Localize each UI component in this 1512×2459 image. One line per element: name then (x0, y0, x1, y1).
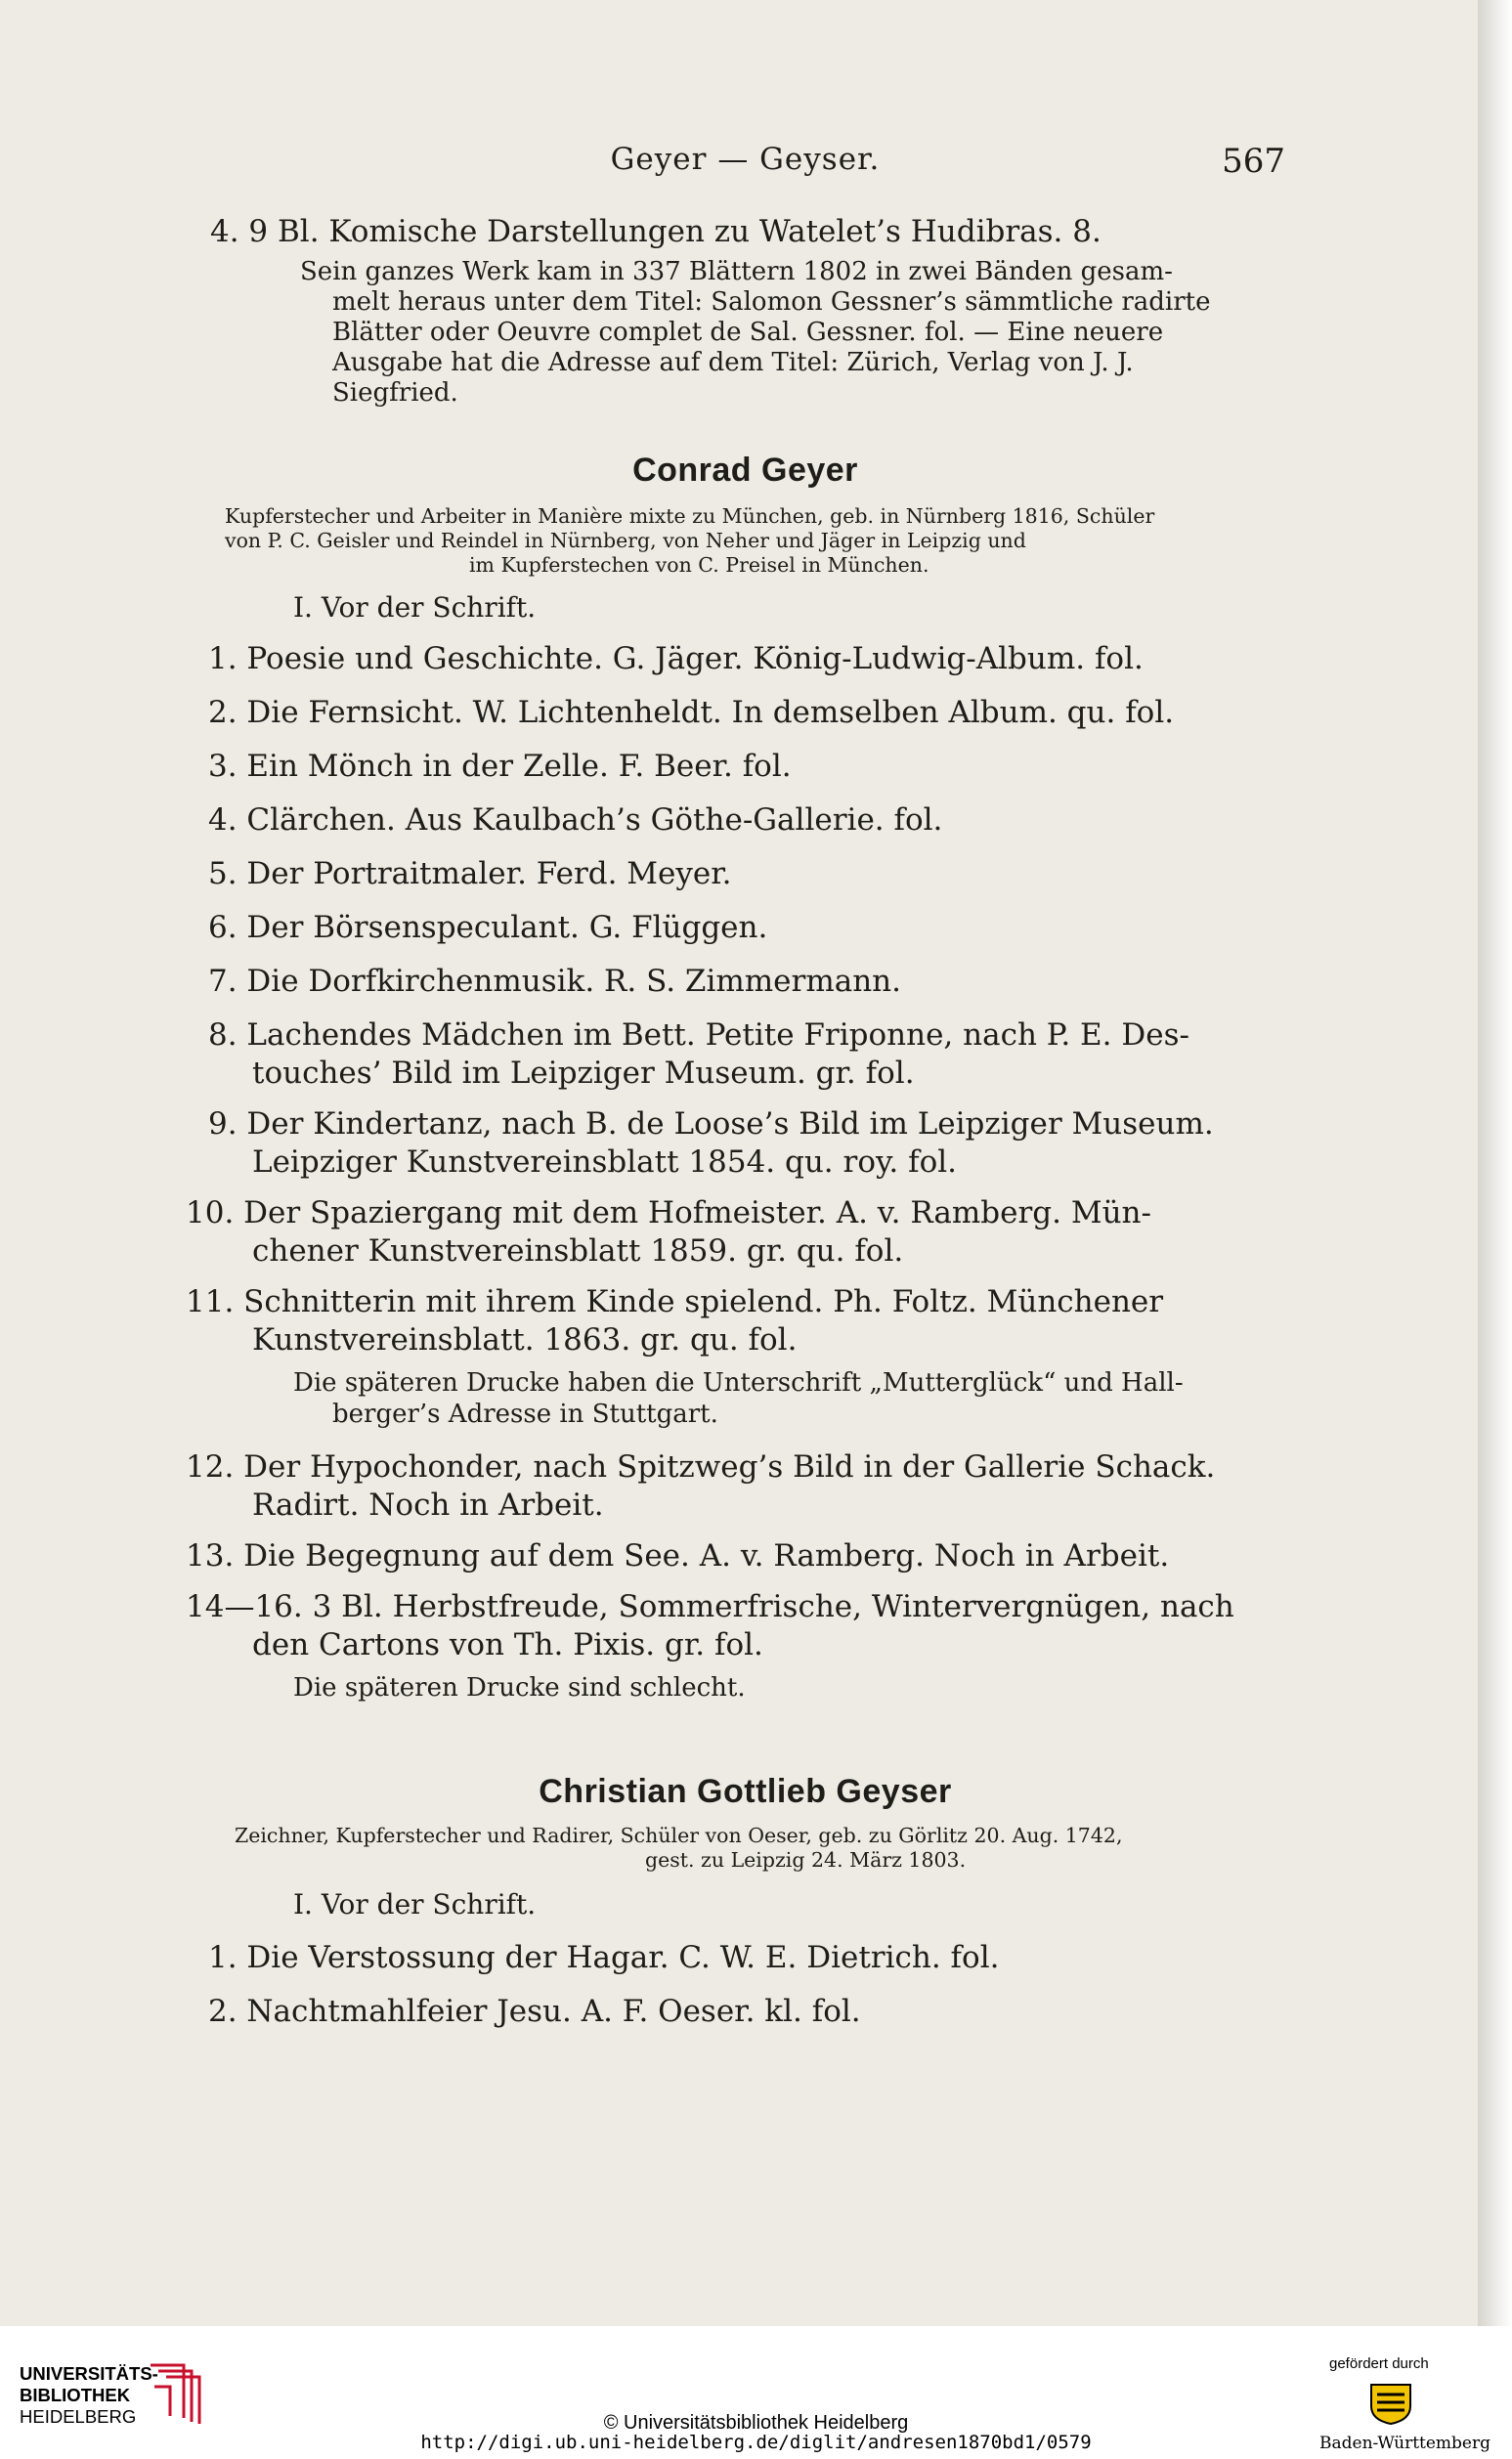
copyright-notice: © Universitätsbibliothek Heidelberg (603, 2412, 909, 2434)
funder-name: Baden-Württemberg (1319, 2434, 1490, 2453)
catalogue-entry: 2. Die Fernsicht. W. Lichtenheldt. In demselben Album. qu. fol. (208, 695, 1175, 730)
catalogue-entry: 1. Poesie und Geschichte. G. Jäger. König-Ludwig-Album. fol. (208, 641, 1144, 676)
state-heading: I. Vor der Schrift. (293, 591, 537, 624)
artist-bio-line: Kupferstecher und Arbeiter in Manière mixte zu München, geb. in Nürnberg 1816, Schüler (225, 504, 1155, 528)
intro-note-line: Blätter oder Oeuvre complet de Sal. Gessner. fol. — Eine neuere (332, 318, 1164, 347)
library-logo-line: HEIDELBERG (20, 2406, 137, 2427)
intro-note-line: Ausgabe hat die Adresse auf dem Titel: Zürich, Verlag von J. J. (332, 348, 1134, 377)
artist-bio-line: Zeichner, Kupferstecher und Radirer, Schüler von Oeser, geb. zu Görlitz 20. Aug. 1742, (235, 1824, 1123, 1847)
catalogue-note: berger’s Adresse in Stuttgart. (332, 1400, 718, 1429)
catalogue-entry: 7. Die Dorfkirchenmusik. R. S. Zimmermann. (208, 964, 902, 999)
catalogue-entry: 8. Lachendes Mädchen im Bett. Petite Friponne, nach P. E. Des- (208, 1017, 1189, 1053)
artist-heading-christian-gottlieb-geyser: Christian Gottlieb Geyser (539, 1773, 952, 1810)
source-url[interactable]: http://digi.ub.uni-heidelberg.de/diglit/andresen1870bd1/0579 (420, 2432, 1092, 2453)
funded-by-label: gefördert durch (1329, 2355, 1429, 2372)
catalogue-note: Die späteren Drucke sind schlecht. (293, 1673, 746, 1703)
intro-note-line: melt heraus unter dem Titel: Salomon Gessner’s sämmtliche radirte (332, 287, 1211, 317)
artist-bio-line: im Kupferstechen von C. Preisel in München. (469, 553, 929, 577)
state-heading: I. Vor der Schrift. (293, 1888, 537, 1920)
catalogue-entry: 6. Der Börsenspeculant. G. Flüggen. (208, 910, 768, 945)
page-number: 567 (1222, 142, 1285, 181)
catalogue-note: Die späteren Drucke haben die Unterschrift „Mutterglück“ und Hall- (293, 1368, 1184, 1398)
artist-heading-conrad-geyer: Conrad Geyer (632, 452, 858, 489)
intro-note-line: Siegfried. (332, 378, 458, 408)
catalogue-entry: 2. Nachtmahlfeier Jesu. A. F. Oeser. kl. fol. (208, 1994, 861, 2029)
catalogue-entry: 4. Clärchen. Aus Kaulbach’s Göthe-Gallerie. fol. (208, 802, 943, 838)
page-header (205, 142, 1285, 181)
running-head: Geyer — Geyser. (610, 142, 881, 177)
catalogue-entry: 14—16. 3 Bl. Herbstfreude, Sommerfrische, Wintervergnügen, nach (186, 1589, 1234, 1624)
catalogue-entry-cont: den Cartons von Th. Pixis. gr. fol. (252, 1627, 763, 1662)
catalogue-entry: 9. Der Kindertanz, nach B. de Loose’s Bild im Leipziger Museum. (208, 1106, 1214, 1142)
coat-of-arms-icon (1363, 2381, 1418, 2426)
catalogue-entry: 5. Der Portraitmaler. Ferd. Meyer. (208, 856, 732, 891)
catalogue-entry-cont: Leipziger Kunstvereinsblatt 1854. qu. roy. fol. (252, 1144, 958, 1180)
catalogue-entry: 1. Die Verstossung der Hagar. C. W. E. Dietrich. fol. (208, 1940, 1000, 1975)
library-logo-line: BIBLIOTHEK (20, 2385, 131, 2405)
catalogue-entry: 10. Der Spaziergang mit dem Hofmeister. A. v. Ramberg. Mün- (186, 1195, 1151, 1230)
catalogue-entry-cont: touches’ Bild im Leipziger Museum. gr. fol. (252, 1056, 915, 1091)
intro-item-4: 4. 9 Bl. Komische Darstellungen zu Watelet’s Hudibras. 8. (210, 214, 1102, 249)
catalogue-entry: 12. Der Hypochonder, nach Spitzweg’s Bild in der Gallerie Schack. (186, 1449, 1216, 1485)
catalogue-entry-cont: Kunstvereinsblatt. 1863. gr. qu. fol. (252, 1322, 798, 1358)
library-logo-line: UNIVERSITÄTS- (20, 2363, 158, 2384)
page-edge-shadow (1478, 0, 1512, 2326)
catalogue-entry: 13. Die Begegnung auf dem See. A. v. Ramberg. Noch in Arbeit. (186, 1538, 1170, 1574)
catalogue-entry-cont: chener Kunstvereinsblatt 1859. gr. qu. fol. (252, 1233, 904, 1269)
catalogue-entry-cont: Radirt. Noch in Arbeit. (252, 1488, 604, 1523)
catalogue-entry: 3. Ein Mönch in der Zelle. F. Beer. fol. (208, 749, 792, 784)
artist-bio-line: von P. C. Geisler und Reindel in Nürnberg, von Neher und Jäger in Leipzig und (225, 529, 1026, 552)
catalogue-entry: 11. Schnitterin mit ihrem Kinde spielend. Ph. Foltz. Münchener (186, 1284, 1164, 1319)
footer (0, 2326, 1512, 2459)
artist-bio-line: gest. zu Leipzig 24. März 1803. (645, 1848, 967, 1872)
intro-note-line: Sein ganzes Werk kam in 337 Blättern 1802 in zwei Bänden gesam- (300, 257, 1173, 286)
